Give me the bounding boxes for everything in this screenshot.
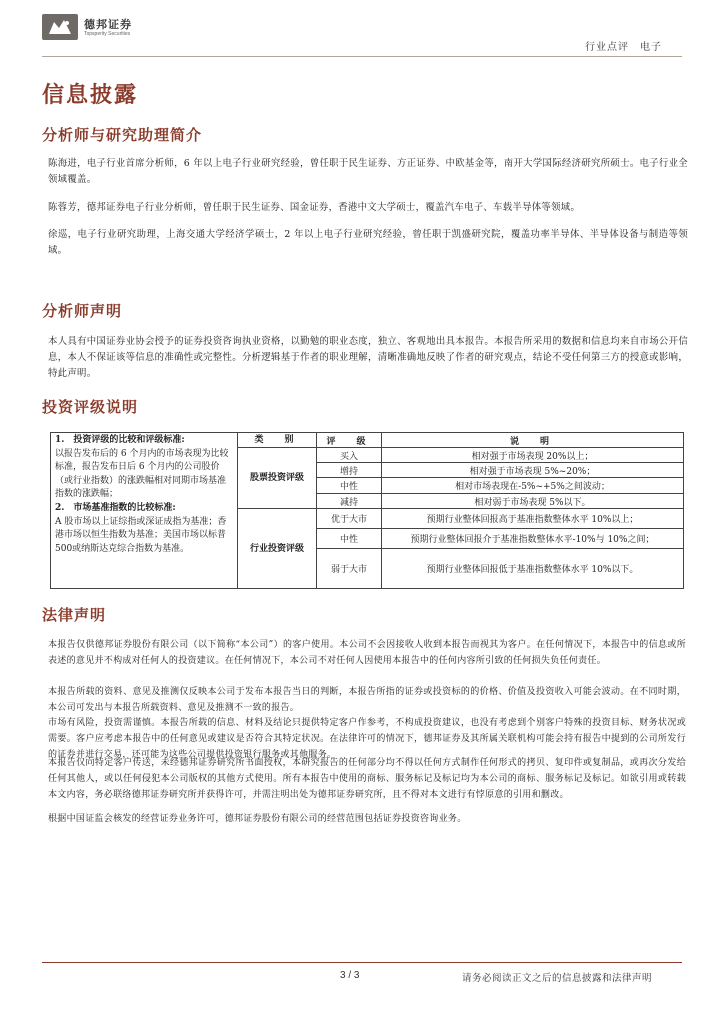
report-type: 行业点评 电子 [585,42,662,53]
header-rating: 评 级 [317,433,382,448]
legal-para-3: 市场有风险，投资需谨慎。本报告所载的信息、材料及结论只提供特定客户作参考，不构成投资建议，也没有考虑到个别客户特殊的投资目标、财务状况或需要。客户应考虑本报告中的任何意见或建议是否符合其特定状况。在法律许可的情况下，德邦证券及其所属关联机构可能会持有报告中提到的公司所发行的证券并进行交易，还可能为这些公司提供投资银行服务或其他服务。 [48,718,686,760]
rating-overweight-desc: 相对强于市场表现 5%~20%； [382,463,684,478]
legal-para-1: 本报告仅供德邦证券股份有限公司（以下简称“本公司”）的客户使用。本公司不会因接收人收到本报告而视其为客户。在任何情况下，本报告中的信息或所表述的意见并不构成对任何人的投资建议。在任何情况下，本公司不对任何人因使用本报告中的任何内容所引致的任何损失负任何责任。 [48,640,686,666]
analyst-intro-2: 陈蓉芳，德邦证券电子行业分析师，曾任职于民生证券、国金证券，香港中文大学硕士，覆盖汽车电子、车载半导体等领域。 [48,202,581,213]
company-name: 德邦证券 [84,18,132,31]
rating-buy-desc: 相对强于市场表现 20%以上； [382,448,684,463]
rating-underweight-desc: 相对弱于市场表现 5%以下。 [382,494,684,509]
section-title-rating: 投资评级说明 [42,398,139,416]
rating-overweight: 增持 [317,463,382,478]
rating-industry-neutral-desc: 预期行业整体回报介于基准指数整体水平-10%与 10%之间； [382,529,684,549]
page-number: 3 / 3 [340,970,360,981]
analyst-intro-1: 陈海进，电子行业首席分析师，6 年以上电子行业研究经验，曾任职于民生证券、方正证券、中欧基金等，南开大学国际经济研究所硕士。电子行业全领域覆盖。 [48,158,688,185]
company-logo [42,14,162,40]
rating-neutral: 中性 [317,478,382,494]
section-title-analyst-statement: 分析师声明 [42,302,123,320]
rating-buy: 买入 [317,448,382,463]
rating-underperform: 弱于大市 [317,549,382,589]
rating-outperform-desc: 预期行业整体回报高于基准指数整体水平 10%以上； [382,509,684,529]
rating-underweight: 减持 [317,494,382,509]
rating-neutral-desc: 相对市场表现在-5%~+5%之间波动； [382,478,684,494]
footer-note: 请务必阅读正文之后的信息披露和法律声明 [462,973,653,984]
analyst-statement: 本人具有中国证券业协会授予的证券投资咨询执业资格，以勤勉的职业态度，独立、客观地出具本报告。本报告所采用的数据和信息均来自市场公开信息，本人不保证该等信息的准确性或完整性。分析逻辑基于作者的职业理解，清晰准确地反映了作者的研究观点，结论不受任何第三方的授意或影响，特此声明。 [48,336,688,379]
criteria-2-title: 2. 市场基准指数的比较标准: [55,502,176,513]
page-title: 信息披露 [42,82,139,108]
criteria-1-text: 以报告发布后的 6 个月内的市场表现为比较标准，报告发布日后 6 个月内的公司股价（或行业指数）的涨跌幅相对同期市场基准指数的涨跌幅； [55,448,229,500]
header-divider [42,56,682,57]
section-title-legal: 法律声明 [42,606,107,624]
rating-outperform: 优于大市 [317,509,382,529]
criteria-1-title: 1. 投资评级的比较和评级标准: [55,435,185,445]
rating-industry-neutral: 中性 [317,529,382,549]
section-title-analyst-intro: 分析师与研究助理简介 [42,126,203,144]
rating-criteria [51,433,238,589]
legal-para-5: 根据中国证监会核发的经营证券业务许可，德邦证券股份有限公司的经营范围包括证券投资咨询业务。 [48,814,467,824]
stock-rating-category: 股票投资评级 [238,448,317,509]
header-description: 说 明 [382,433,684,448]
analyst-intro-3: 徐巡，电子行业研究助理，上海交通大学经济学硕士，2 年以上电子行业研究经验，曾任职于凯盛研究院，覆盖功率半导体、半导体设备与制造等领域。 [48,229,688,256]
header-category: 类 别 [238,433,317,448]
legal-para-4: 本报告仅向特定客户传送，未经德邦证券研究所书面授权，本研究报告的任何部分均不得以任何方式制作任何形式的拷贝、复印件或复制品，或再次分发给任何其他人，或以任何侵犯本公司版权的其他方式使用。所有本报告中使用的商标、服务标记及标记均为本公司的商标、服务标记及标记。如欲引用或转载本文内容，务必联络德邦证券研究所并获得许可，并需注明出处为德邦证券研究所，且不得对本文进行有悖原意的引用和删改。 [48,758,686,800]
legal-para-2: 本报告所载的资料、意见及推测仅反映本公司于发布本报告当日的判断，本报告所指的证券或投资标的的价格、价值及投资收入可能会波动。在不同时期，本公司可发出与本报告所载资料、意见及推测不一致的报告。 [48,687,686,713]
criteria-2-text: A 股市场以上证综指或深证成指为基准；香港市场以恒生指数为基准；美国市场以标普500或纳斯达克综合指数为基准。 [55,516,227,554]
industry-rating-category: 行业投资评级 [238,509,317,589]
company-logo-icon [42,14,78,40]
company-name-en: Topsperity Securities [84,31,131,37]
rating-table [50,432,684,589]
footer-divider [42,962,682,963]
rating-underperform-desc: 预期行业整体回报低于基准指数整体水平 10%以下。 [382,549,684,589]
